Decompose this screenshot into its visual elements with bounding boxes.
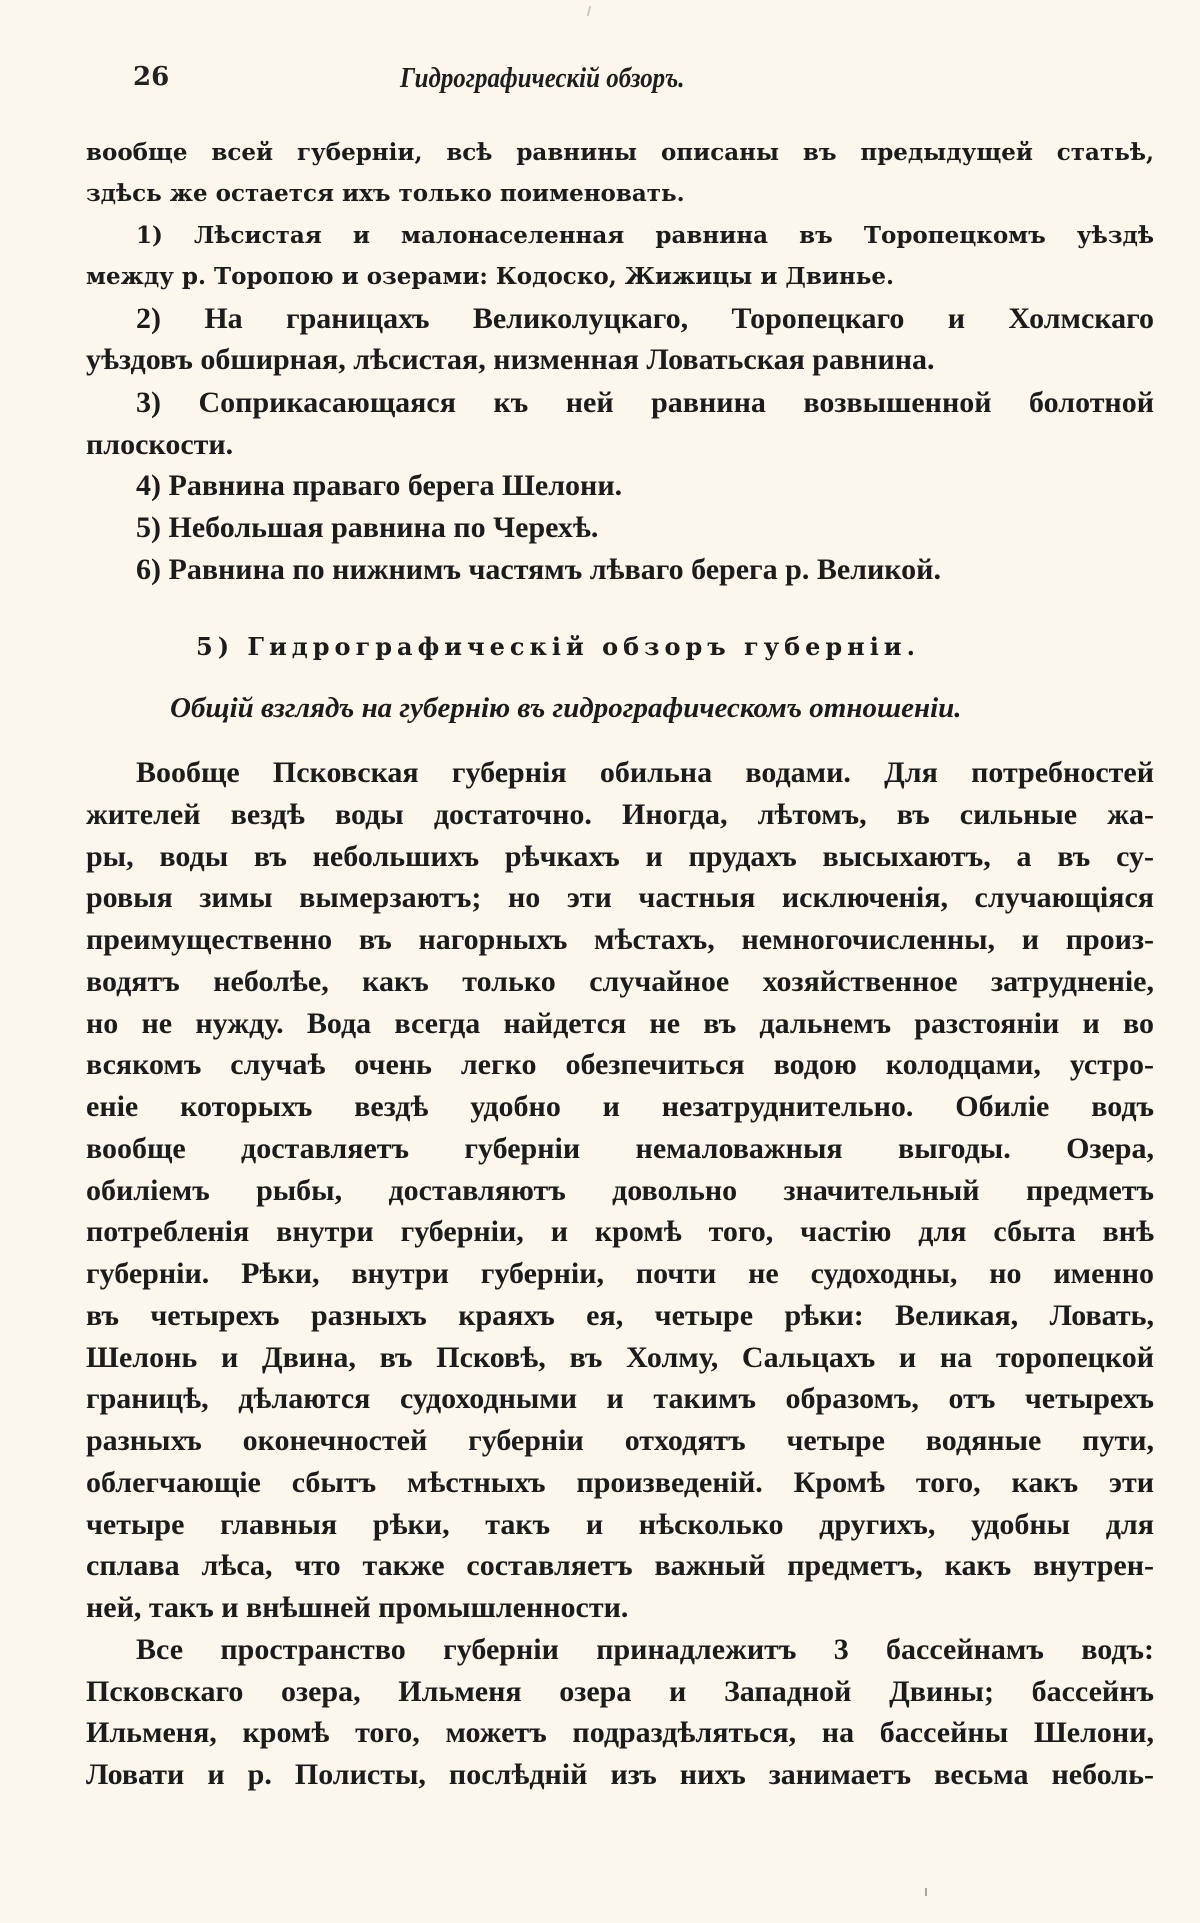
paragraph-line: Ильменя, кромѣ того, можетъ подраздѣляться, на бассейны Шелони, xyxy=(86,1716,1154,1750)
paragraph-line: границѣ, дѣлаются судоходными и такимъ образомъ, отъ четырехъ xyxy=(86,1382,1154,1416)
text-line: здѣсь же остается ихъ только поименовать. xyxy=(86,180,685,207)
paragraph-line: сплава лѣса, что также составляетъ важный предметъ, какъ внутрен- xyxy=(86,1549,1154,1583)
text-line: вообще всей губерніи, всѣ равнины описаны въ предыдущей статьѣ, xyxy=(86,139,1154,166)
plain-item-6: 6) Равнина по нижнимъ частямъ лѣваго берега р. Великой. xyxy=(136,553,941,586)
plain-item-1-line-1: 1) Лѣсистая и малонаселенная равнина въ Торопецкомъ уѣздѣ xyxy=(136,222,1154,249)
paragraph-line: водятъ неболѣе, какъ только случайное хозяйственное затрудненіе, xyxy=(86,964,1154,998)
paragraph-line: потребленія внутри губерніи, и кромѣ того, частію для сбыта внѣ xyxy=(86,1215,1154,1249)
plain-item-1-line-2: между р. Торопою и озерами: Кодоско, Жижицы и Двинье. xyxy=(86,263,894,290)
page-number: 26 xyxy=(133,62,170,92)
paper-speck xyxy=(925,1888,927,1896)
section-subheading: Общій взглядъ на губернію въ гидрографическомъ отношеніи. xyxy=(170,692,962,724)
paragraph-line: четыре главныя рѣки, такъ и нѣсколько другихъ, удобны для xyxy=(86,1507,1154,1541)
paragraph-line: Все пространство губерніи принадлежитъ 3 бассейнамъ водъ: xyxy=(136,1633,1154,1666)
paragraph-line: ры, воды въ небольшихъ рѣчкахъ и прудахъ высыхаютъ, а въ су- xyxy=(86,839,1154,873)
plain-item-3-line-1: 3) Соприкасающаяся къ ней равнина возвышенной болотной xyxy=(136,386,1154,419)
paragraph-line: но не нужду. Вода всегда найдется не въ дальнемъ разстояніи и во xyxy=(86,1006,1154,1040)
paragraph-line: Псковскаго озера, Ильменя озера и Западной Двины; бассейнъ xyxy=(86,1674,1154,1708)
paragraph-line: вообще доставляетъ губерніи немаловажныя выгоды. Озера, xyxy=(86,1131,1154,1165)
paragraph-line: въ четырехъ разныхъ краяхъ ея, четыре рѣки: Великая, Ловать, xyxy=(86,1298,1154,1332)
paragraph-line: всякомъ случаѣ очень легко обезпечиться водою колодцами, устро- xyxy=(86,1048,1154,1082)
paragraph-line: разныхъ оконечностей губерніи отходятъ четыре водяные пути, xyxy=(86,1424,1154,1457)
paragraph-line: Вообще Псковская губернія обильна водами. Для потребностей xyxy=(136,756,1154,789)
plain-item-3-line-2: плоскости. xyxy=(86,428,234,461)
running-title: Гидрографическій обзоръ. xyxy=(400,62,685,94)
paragraph-line: Шелонь и Двина, въ Псковѣ, въ Холму, Сальцахъ и на торопецкой xyxy=(86,1340,1154,1374)
plain-item-2-line-2: уѣздовъ обширная, лѣсистая, низменная Ловатьская равнина. xyxy=(86,343,935,376)
section-heading: 5) Гидрографическій обзоръ губерніи. xyxy=(196,632,920,661)
paragraph-line: ней, такъ и внѣшней промышленности. xyxy=(86,1591,629,1624)
paper-speck xyxy=(587,6,592,16)
paragraph-line: преимущественно въ нагорныхъ мѣстахъ, немногочисленны, и произ- xyxy=(86,923,1154,956)
paragraph-line: облегчающіе сбытъ мѣстныхъ произведеній. Кромѣ того, какъ эти xyxy=(86,1465,1154,1499)
paragraph-line: губерніи. Рѣки, внутри губерніи, почти не судоходны, но именно xyxy=(86,1257,1154,1290)
plain-item-5: 5) Небольшая равнина по Черехѣ. xyxy=(136,511,599,544)
paragraph-line: еніе которыхъ вездѣ удобно и незатруднительно. Обиліе водъ xyxy=(86,1090,1154,1123)
plain-item-4: 4) Равнина праваго берега Шелони. xyxy=(136,469,623,502)
paragraph-line: Ловати и р. Полисты, послѣдній изъ нихъ занимаетъ весьма неболь- xyxy=(86,1758,1154,1792)
plain-item-2-line-1: 2) На границахъ Великолуцкаго, Торопецкаго и Холмскаго xyxy=(136,302,1154,335)
paragraph-line: ровыя зимы вымерзаютъ; но эти частныя исключенія, случающіяся xyxy=(86,881,1154,915)
paragraph-line: жителей вездѣ воды достаточно. Иногда, лѣтомъ, въ сильные жа- xyxy=(86,797,1154,831)
paragraph-line: обиліемъ рыбы, доставляютъ довольно значительный предметъ xyxy=(86,1173,1154,1207)
